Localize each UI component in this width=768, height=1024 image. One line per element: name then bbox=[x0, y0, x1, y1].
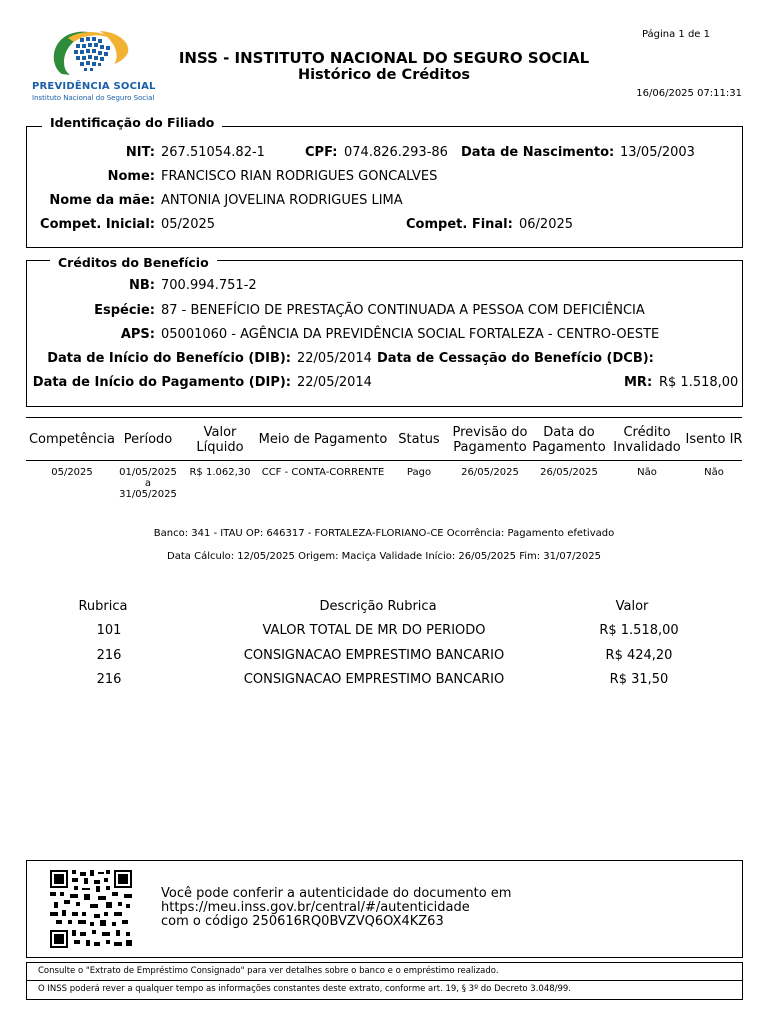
col-credito-line1: Crédito bbox=[623, 425, 671, 440]
footer-note-1: Consulte o "Extrato de Empréstimo Consignado" para ver detalhes sobre o banco e o empréstimo realizado. bbox=[38, 966, 499, 976]
descricao-header: Descrição Rubrica bbox=[319, 599, 437, 614]
cell-status: Pago bbox=[406, 467, 432, 478]
issue-timestamp: 16/06/2025 07:11:31 bbox=[636, 88, 742, 99]
nascimento-value: 13/05/2003 bbox=[620, 145, 695, 160]
col-data-line2: Pagamento bbox=[532, 440, 606, 455]
cell-meio: CCF - CONTA-CORRENTE bbox=[261, 467, 385, 478]
nb-value: 700.994.751-2 bbox=[161, 278, 257, 293]
rubrica-code: 216 bbox=[96, 648, 122, 663]
cell-previsao: 26/05/2025 bbox=[461, 467, 519, 478]
document-subtitle: Histórico de Créditos bbox=[297, 67, 471, 83]
col-credito-invalidado bbox=[610, 425, 684, 455]
dip-label: Data de Início do Pagamento (DIP): bbox=[32, 375, 291, 390]
table-top-rule bbox=[26, 417, 742, 418]
cell-periodo bbox=[118, 467, 178, 500]
cell-valor: R$ 1.062,30 bbox=[189, 467, 251, 478]
rubrica-desc: CONSIGNACAO EMPRESTIMO BANCARIO bbox=[243, 648, 505, 663]
valor-header: Valor bbox=[615, 599, 649, 614]
cell-credito: Não bbox=[637, 467, 657, 478]
auth-code: com o código 250616RQ0BVZVQ6OX4KZ63 bbox=[161, 914, 444, 929]
rubrica-desc: CONSIGNACAO EMPRESTIMO BANCARIO bbox=[243, 672, 505, 687]
mae-label: Nome da mãe: bbox=[49, 193, 155, 208]
col-previsao-line2: Pagamento bbox=[453, 440, 527, 455]
nascimento-label: Data de Nascimento: bbox=[461, 145, 615, 160]
page-number: Página 1 de 1 bbox=[641, 29, 710, 40]
col-isento-ir: Isento IR bbox=[685, 432, 743, 447]
auth-url: https://meu.inss.gov.br/central/#/autenticidade bbox=[161, 900, 470, 915]
dip-value: 22/05/2014 bbox=[297, 375, 372, 390]
logo-subtitle: Instituto Nacional do Seguro Social bbox=[32, 94, 155, 102]
especie-value: 87 - BENEFÍCIO DE PRESTAÇÃO CONTINUADA A PESSOA COM DEFICIÊNCIA bbox=[161, 303, 645, 318]
col-valor-liquido bbox=[185, 425, 255, 455]
calc-info: Data Cálculo: 12/05/2025 Origem: Maciça Validade Início: 26/05/2025 Fim: 31/07/2025 bbox=[167, 551, 601, 562]
col-status: Status bbox=[398, 432, 440, 447]
col-valor-line2: Líquido bbox=[196, 440, 244, 455]
dcb-label: Data de Cessação do Benefício (DCB): bbox=[377, 351, 654, 366]
beneficio-legend: Créditos do Benefício bbox=[50, 255, 217, 270]
aps-value: 05001060 - AGÊNCIA DA PREVIDÊNCIA SOCIAL FORTALEZA - CENTRO-OESTE bbox=[161, 327, 660, 342]
compet-inicial-value: 05/2025 bbox=[161, 217, 216, 232]
mr-label: MR: bbox=[624, 375, 653, 390]
col-credito-line2: Invalidado bbox=[613, 440, 681, 455]
compet-final-label: Compet. Final: bbox=[406, 217, 513, 232]
table-header-rule bbox=[26, 460, 742, 461]
dib-label: Data de Início do Benefício (DIB): bbox=[47, 351, 291, 366]
nome-value: FRANCISCO RIAN RODRIGUES GONCALVES bbox=[161, 169, 438, 184]
mr-value: R$ 1.518,00 bbox=[659, 375, 739, 390]
rubrica-code: 216 bbox=[96, 672, 122, 687]
rubrica-code: 101 bbox=[96, 623, 122, 638]
mae-value: ANTONIA JOVELINA RODRIGUES LIMA bbox=[161, 193, 403, 208]
cell-data: 26/05/2025 bbox=[540, 467, 598, 478]
col-meio-pagamento: Meio de Pagamento bbox=[258, 432, 388, 447]
bank-info: Banco: 341 - ITAU OP: 646317 - FORTALEZA-FLORIANO-CE Ocorrência: Pagamento efetivado bbox=[153, 528, 615, 539]
qr-code-icon bbox=[50, 870, 132, 948]
compet-inicial-label: Compet. Inicial: bbox=[40, 217, 155, 232]
col-data-pagamento bbox=[530, 425, 608, 455]
cpf-value: 074.826.293-86 bbox=[344, 145, 448, 160]
rubrica-valor: R$ 31,50 bbox=[609, 672, 669, 687]
compet-final-value: 06/2025 bbox=[519, 217, 574, 232]
footer-note-2: O INSS poderá rever a qualquer tempo as informações constantes deste extrato, conforme art. 19, § 3º do Decreto 3.048/99. bbox=[38, 984, 572, 994]
col-periodo: Período bbox=[123, 432, 173, 447]
auth-line-1: Você pode conferir a autenticidade do documento em bbox=[161, 886, 512, 901]
col-valor-line1: Valor bbox=[203, 425, 237, 440]
aps-label: APS: bbox=[120, 327, 155, 342]
dib-value: 22/05/2014 bbox=[297, 351, 372, 366]
logo-name: PREVIDÊNCIA SOCIAL bbox=[32, 81, 156, 92]
cell-periodo-end: 31/05/2025 bbox=[119, 489, 177, 500]
cell-periodo-sep: a bbox=[144, 478, 152, 489]
document-title: INSS - INSTITUTO NACIONAL DO SEGURO SOCIAL bbox=[178, 49, 590, 67]
col-competencia: Competência bbox=[28, 432, 115, 447]
rubrica-valor: R$ 424,20 bbox=[605, 648, 673, 663]
cell-periodo-start: 01/05/2025 bbox=[119, 467, 177, 478]
col-previsao bbox=[450, 425, 530, 455]
rubrica-header: Rubrica bbox=[78, 599, 128, 614]
especie-label: Espécie: bbox=[94, 303, 155, 318]
cell-competencia: 05/2025 bbox=[51, 467, 93, 478]
rubrica-valor: R$ 1.518,00 bbox=[599, 623, 679, 638]
cell-isento: Não bbox=[704, 467, 724, 478]
nome-label: Nome: bbox=[107, 169, 155, 184]
col-previsao-line1: Previsão do bbox=[452, 425, 528, 440]
footer-divider bbox=[26, 980, 742, 981]
cpf-label: CPF: bbox=[305, 145, 338, 160]
nit-value: 267.51054.82-1 bbox=[161, 145, 265, 160]
nb-label: NB: bbox=[129, 278, 155, 293]
col-data-line1: Data do bbox=[543, 425, 595, 440]
filiado-legend: Identificação do Filiado bbox=[42, 115, 222, 130]
nit-label: NIT: bbox=[125, 145, 155, 160]
rubrica-desc: VALOR TOTAL DE MR DO PERIODO bbox=[262, 623, 486, 638]
